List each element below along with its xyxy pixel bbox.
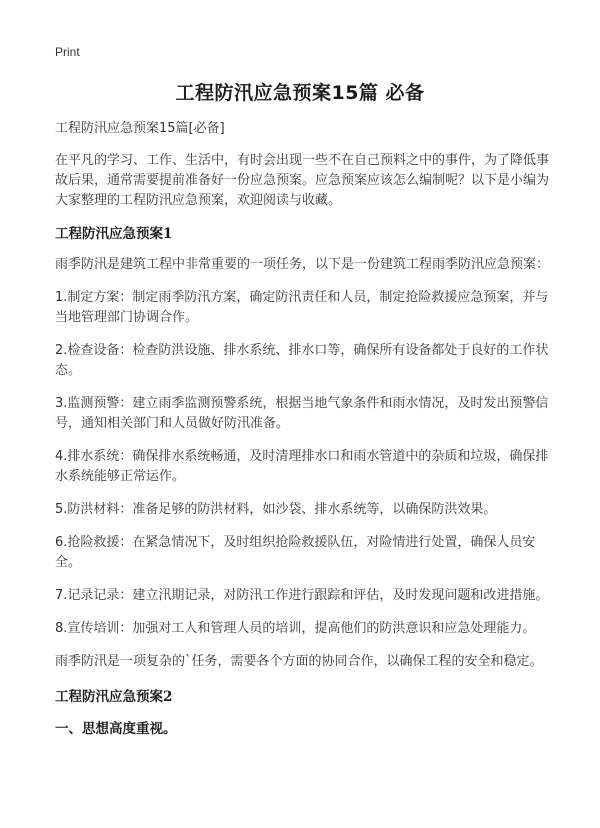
list-item: 6.抢险救援：在紧急情况下，及时组织抢险救援队伍，对险情进行处置，确保人员安全。 — [55, 535, 536, 570]
list-item: 1.制定方案：制定雨季防汛方案，确定防汛责任和人员，制定抢险救援应急预案，并与当地管理部门协调合作。 — [55, 290, 549, 325]
list-item: 2.检查设备：检查防洪设施、排水系统、排水口等，确保所有设备都处于良好的工作状态。 — [55, 343, 549, 378]
print-link[interactable]: Print — [55, 45, 80, 59]
list-item: 3.监测预警：建立雨季监测预警系统，根据当地气象条件和雨水情况，及时发出预警信号，通知相关部门和人员做好防汛准备。 — [55, 396, 549, 431]
section1-heading: 工程防汛应急预案1 — [55, 226, 173, 242]
section2-heading: 工程防汛应急预案2 — [55, 689, 173, 705]
section1-closing: 雨季防汛是一项复杂的`任务，需要各个方面的协同合作，以确保工程的安全和稳定。 — [55, 654, 543, 669]
list-item: 8.宣传培训：加强对工人和管理人员的培训，提高他们的防洪意识和应急处理能力。 — [55, 621, 536, 636]
list-item: 4.排水系统：确保排水系统畅通，及时清理排水口和雨水管道中的杂质和垃圾，确保排水系统能够正常运作。 — [55, 449, 549, 484]
list-item: 5.防洪材料：准备足够的防洪材料，如沙袋、排水系统等，以确保防洪效果。 — [55, 502, 497, 517]
document-subtitle: 工程防汛应急预案15篇[必备] — [55, 121, 225, 136]
intro-paragraph: 在平凡的学习、工作、生活中，有时会出现一些不在自己预料之中的事件，为了降低事故后果，通常需要提前准备好一份应急预案。应急预案应该怎么编制呢？以下是小编为大家整理的工程防汛应急预案，欢迎阅读与收藏。 — [55, 153, 550, 208]
page-title: 工程防汛应急预案15篇 必备 — [175, 82, 425, 104]
section2-first-point: 一、思想高度重视。 — [55, 721, 177, 737]
section1-lead: 雨季防汛是建筑工程中非常重要的一项任务，以下是一份建筑工程雨季防汛应急预案： — [55, 257, 550, 272]
document-body — [55, 119, 550, 739]
list-item: 7.记录记录：建立汛期记录，对防汛工作进行跟踪和评估，及时发现问题和改进措施。 — [55, 588, 549, 603]
